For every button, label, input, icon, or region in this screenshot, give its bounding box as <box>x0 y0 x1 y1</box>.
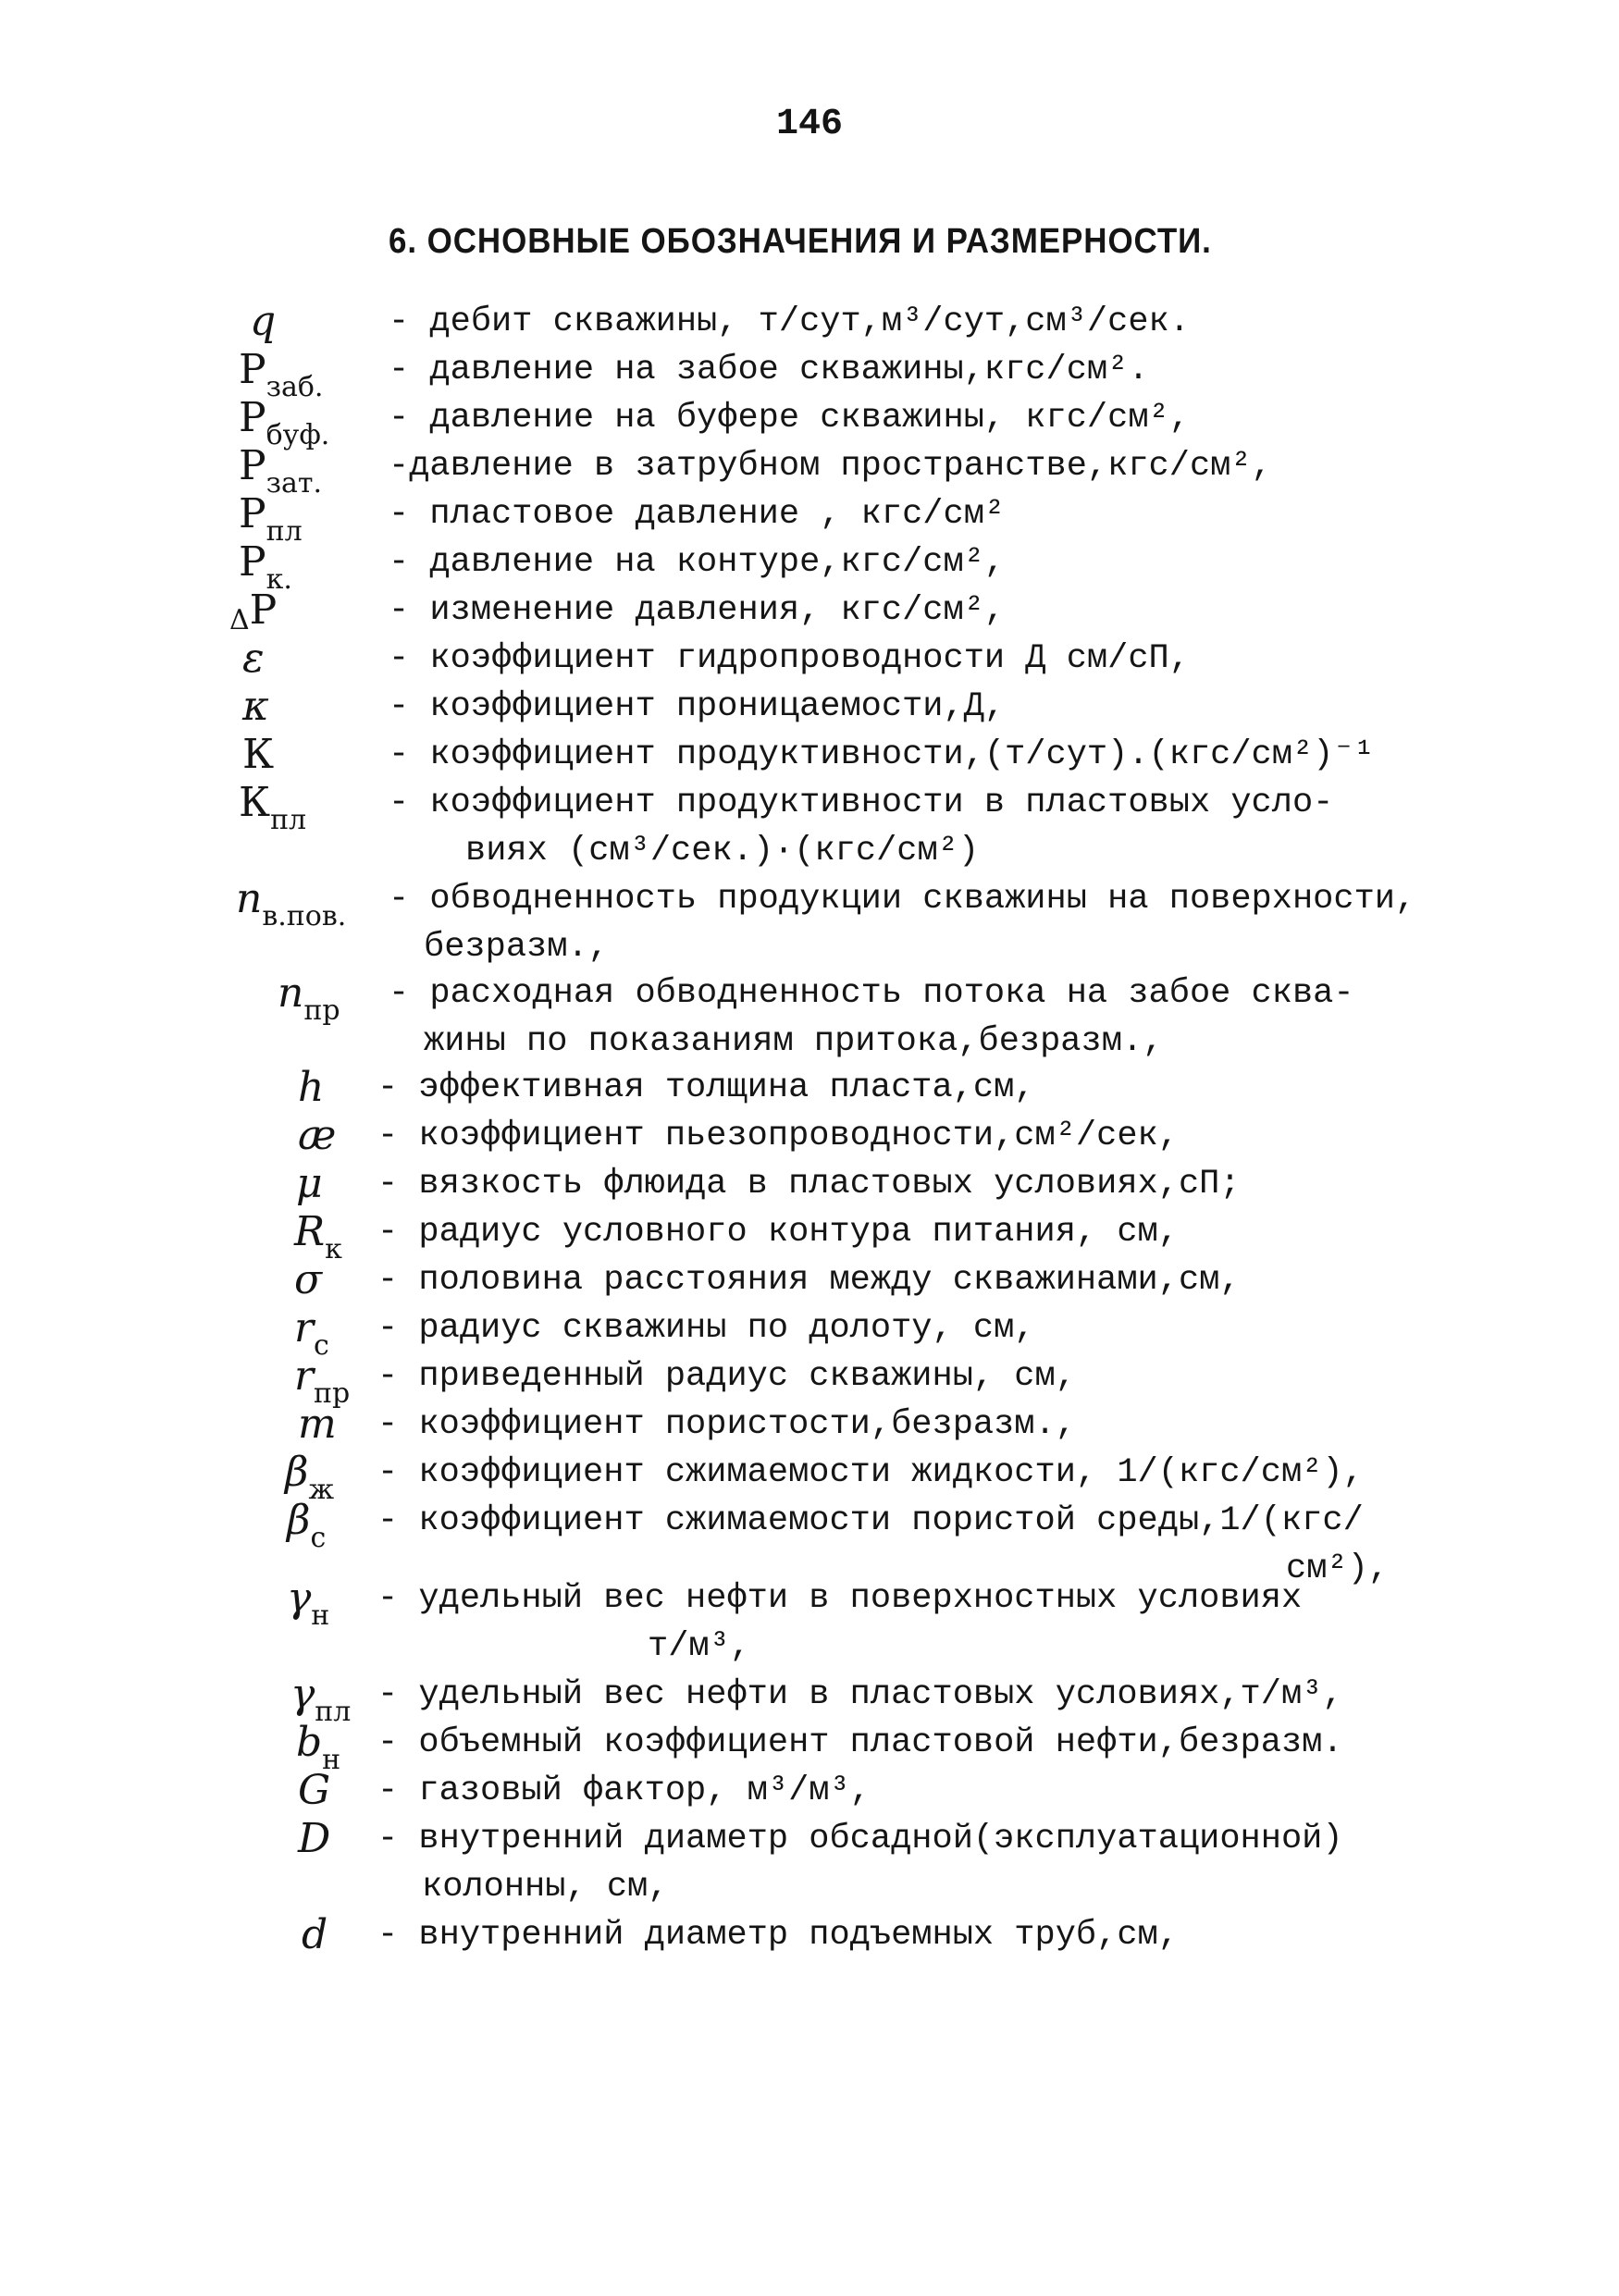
notation-symbol <box>287 1497 326 1562</box>
notation-description: - эффективная толщина пласта,см, <box>377 1068 1035 1107</box>
notation-symbol <box>239 779 306 845</box>
notation-description-continued: т/м³, <box>648 1627 751 1666</box>
notation-description: -давление в затрубном пространстве,кгс/см², <box>389 447 1272 486</box>
notation-symbol <box>278 969 340 1035</box>
notation-description-continued: жины по показаниям притока,безразм., <box>424 1022 1164 1061</box>
symbol-base: G <box>298 1767 331 1814</box>
symbol-subscript: в.пов. <box>262 900 347 932</box>
symbol-base: m <box>298 1401 337 1448</box>
notation-description: - коэффициент сжимаемости пористой среды,1/(кгс/ <box>377 1501 1364 1540</box>
notation-description: - пластовое давление , кгс/см² <box>389 495 1006 534</box>
notation-description: - давление на буфере скважины, кгс/см², <box>389 399 1190 438</box>
symbol-base: P <box>239 346 266 393</box>
symbol-base: κ <box>242 683 269 730</box>
symbol-subscript: н <box>322 1744 341 1776</box>
symbol-base: σ <box>294 1256 323 1303</box>
notation-description: - обводненность продукции скважины на поверхности, <box>389 880 1416 919</box>
symbol-base: P <box>249 586 278 634</box>
symbol-base: P <box>239 442 266 489</box>
notation-description: - внутренний диаметр подъемных труб,см, <box>377 1916 1179 1955</box>
symbol-base: æ <box>298 1112 337 1159</box>
notation-symbol <box>298 1815 330 1863</box>
notation-description: - половина расстояния между скважинами,см, <box>377 1261 1241 1300</box>
symbol-prefix: Δ <box>229 604 250 636</box>
notation-symbol <box>287 1574 329 1640</box>
symbol-base: b <box>296 1719 323 1766</box>
notation-description: - радиус условного контура питания, см, <box>377 1213 1179 1252</box>
notation-description: - удельный вес нефти в пластовых условиях,т/м³, <box>377 1675 1343 1714</box>
symbol-subscript: пр <box>314 1377 351 1410</box>
symbol-subscript: пл <box>270 804 307 836</box>
notation-description: - коэффициент гидропроводности Д см/сП, <box>389 639 1190 678</box>
symbol-base: β <box>285 1449 309 1496</box>
symbol-base: К <box>242 731 275 778</box>
notation-description: - удельный вес нефти в поверхностных условиях <box>377 1579 1303 1618</box>
notation-symbol <box>298 1112 336 1160</box>
symbol-base: D <box>298 1815 331 1862</box>
notation-symbol <box>242 635 265 683</box>
symbol-subscript: ж <box>308 1474 335 1506</box>
symbol-base: r <box>294 1304 315 1352</box>
symbol-subscript: c <box>314 1329 329 1362</box>
symbol-subscript: заб. <box>266 371 324 403</box>
symbol-subscript: н <box>311 1599 330 1632</box>
symbol-subscript: зат. <box>266 467 322 500</box>
symbol-subscript: пр <box>303 994 340 1027</box>
symbol-base: P <box>239 490 266 537</box>
page-number: 146 <box>775 104 843 145</box>
notation-description: - давление на контуре,кгс/см², <box>389 543 1006 582</box>
notation-description-continued: безразм., <box>424 928 609 967</box>
symbol-subscript: пл <box>266 515 303 548</box>
symbol-base: P <box>239 394 266 441</box>
notation-description-continued: виях (см³/сек.)·(кгс/см²) <box>465 832 980 870</box>
notation-symbol <box>236 875 346 941</box>
notation-description: - коэффициент продуктивности в пластовых усло- <box>389 784 1334 822</box>
notation-description: - коэффициент проницаемости,Д, <box>389 687 1006 726</box>
symbol-subscript: к. <box>266 563 292 596</box>
notation-description: - давление на забое скважины,кгс/см². <box>389 351 1149 389</box>
symbol-base: d <box>302 1911 328 1958</box>
notation-symbol <box>302 1911 328 1959</box>
symbol-base: γ <box>287 1574 312 1622</box>
notation-description: - коэффициент пористости,безразм., <box>377 1405 1076 1444</box>
notation-symbol <box>298 1064 324 1112</box>
symbol-base: R <box>294 1208 326 1255</box>
symbol-base: β <box>287 1497 311 1544</box>
symbol-base: n <box>236 875 263 922</box>
notation-description: - коэффициент продуктивности,(т/сут).(кгс/см²)⁻¹ <box>389 735 1375 774</box>
notation-description: - изменение давления, кгс/см², <box>389 591 1006 630</box>
symbol-base: ε <box>242 635 265 682</box>
notation-symbol <box>242 683 269 731</box>
symbol-subscript: c <box>310 1522 327 1554</box>
notation-description: - радиус скважины по долоту, см, <box>377 1309 1035 1348</box>
symbol-base: r <box>294 1352 315 1400</box>
symbol-base: P <box>239 538 266 586</box>
symbol-base: h <box>298 1064 325 1111</box>
notation-description: - газовый фактор, м³/м³, <box>377 1771 871 1810</box>
notation-description: - коэффициент сжимаемости жидкости, 1/(кгс/см²), <box>377 1453 1364 1492</box>
symbol-base: μ <box>296 1160 323 1207</box>
notation-description: - дебит скважины, т/сут,м³/сут,см³/сек. <box>389 302 1190 341</box>
symbol-subscript: буф. <box>266 419 330 451</box>
notation-description: - приведенный радиус скважины, см, <box>377 1357 1076 1396</box>
notation-description: - внутренний диаметр обсадной(эксплуатационной) <box>377 1820 1343 1858</box>
symbol-base: К <box>239 779 271 826</box>
notation-symbol <box>298 1401 337 1449</box>
notation-description: - коэффициент пьезопроводности,см²/сек, <box>377 1117 1179 1155</box>
notation-symbol <box>298 1767 330 1815</box>
notation-symbol <box>242 731 274 779</box>
symbol-subscript: пл <box>315 1696 352 1728</box>
symbol-base: γ <box>290 1671 315 1718</box>
notation-description-continued: колонны, см, <box>422 1868 669 1907</box>
notation-description: - вязкость флюида в пластовых условиях,сП; <box>377 1165 1241 1204</box>
section-title: 6. ОСНОВНЫЕ ОБОЗНАЧЕНИЯ И РАЗМЕРНОСТИ. <box>389 222 1212 261</box>
notation-symbol <box>250 298 276 346</box>
notation-description-continued: см²), <box>1286 1549 1390 1588</box>
notation-symbol <box>294 1256 322 1304</box>
symbol-base: n <box>278 969 304 1017</box>
notation-description: - объемный коэффициент пластовой нефти,безразм. <box>377 1723 1343 1762</box>
symbol-subscript: к <box>325 1233 342 1265</box>
symbol-base: q <box>250 298 277 345</box>
notation-symbol <box>296 1160 323 1208</box>
notation-description: - расходная обводненность потока на забое сква- <box>389 974 1354 1013</box>
